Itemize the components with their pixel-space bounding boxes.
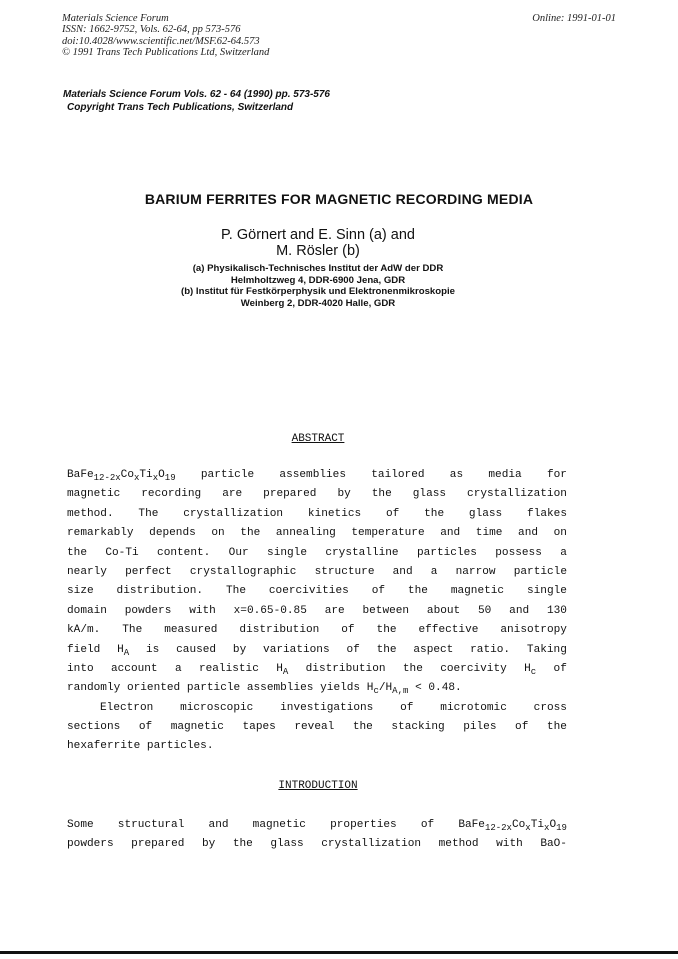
text-word: is [146, 643, 160, 656]
text-word: kA/m. [67, 624, 101, 637]
text-word: of [515, 721, 529, 734]
page-bottom-rule [0, 951, 678, 954]
text-word: are [324, 604, 345, 617]
text-word: Our [228, 546, 249, 559]
text-line [67, 660, 567, 679]
journal-name: Materials Science Forum [62, 13, 169, 24]
introduction-text [67, 816, 567, 855]
authors [0, 227, 636, 259]
text-word: Co-Ti [105, 546, 139, 559]
text-word: between [362, 604, 410, 617]
text-word: the [407, 585, 428, 598]
paper-title: BARIUM FERRITES FOR MAGNETIC RECORDING MEDIA [144, 191, 534, 207]
text-word: oriented [126, 682, 181, 695]
text-word: structure [314, 565, 375, 578]
text-word: of [346, 643, 360, 656]
text-word: coercivities [268, 585, 349, 598]
text-word: method. [67, 507, 114, 520]
text-word: assemblies [279, 469, 346, 481]
text-word: The [226, 585, 246, 598]
text-word: the [402, 662, 423, 675]
text-line [67, 563, 567, 582]
text-word: x=0.65-0.85 [233, 604, 307, 617]
abstract-heading: ABSTRACT [291, 433, 345, 445]
text-word: of [553, 662, 567, 675]
text-word: 50 [478, 604, 492, 617]
text-word: Taking [526, 643, 567, 656]
text-word: as [449, 469, 464, 481]
text-word: cross [533, 701, 567, 714]
citation-line: Materials Science Forum Vols. 62 - 64 (1990) pp. 573-576 [63, 89, 330, 100]
text-word: microscopic [180, 701, 254, 714]
text-word: kinetics [307, 507, 362, 520]
journal-header [62, 13, 382, 59]
text-word: crystallization [467, 488, 567, 501]
authors-line: P. Görnert and E. Sinn (a) and [221, 227, 415, 243]
text-word: distribution [239, 624, 320, 637]
text-word: magnetic [170, 721, 224, 734]
text-word: crystallization [183, 507, 284, 520]
text-word: depends [149, 527, 196, 540]
text-word: content. [157, 546, 211, 559]
text-line [67, 699, 567, 718]
text-word: time [475, 527, 503, 540]
text-word: distribution. [116, 585, 204, 598]
text-word: measured [164, 624, 218, 637]
text-word: on [211, 527, 225, 540]
text-word: of [371, 585, 386, 598]
text-line [67, 524, 567, 543]
text-word: < 0.48. [415, 682, 462, 695]
text-word: Electron [100, 701, 154, 714]
text-word: the [352, 721, 373, 734]
text-word: of [420, 819, 435, 831]
text-word: structural [117, 819, 185, 831]
text-word: particle [186, 682, 241, 695]
text-word: $H_c$ [524, 662, 537, 677]
text-word: prepared [131, 838, 185, 851]
text-line [67, 641, 567, 660]
text-word: assemblies [246, 682, 314, 695]
text-word: the [232, 838, 253, 851]
text-word: anisotropy [500, 624, 567, 637]
text-word: glass [412, 488, 447, 501]
text-word: realistic [198, 662, 259, 675]
text-word: crystalline [325, 546, 399, 559]
text-word: ratio. [470, 643, 511, 656]
copyright-line: © 1991 Trans Tech Publications Ltd, Switzerland [62, 47, 270, 59]
text-word: piles [463, 721, 497, 734]
text-word: on [553, 527, 567, 540]
text-word: of [138, 721, 153, 734]
text-word: with [189, 604, 216, 617]
text-line [67, 835, 567, 854]
text-word: stacking [391, 721, 445, 734]
text-word: a [430, 565, 438, 578]
affiliation-line: Helmholtzweg 4, DDR-6900 Jena, GDR [230, 274, 406, 286]
text-word: and [208, 819, 229, 831]
text-word: with [496, 838, 523, 851]
text-word: of [385, 507, 400, 520]
authors-line: M. Rösler (b) [276, 243, 360, 259]
text-word: variations [263, 643, 330, 656]
text-word: a [560, 546, 567, 559]
text-word: annealing [275, 527, 336, 540]
text-word: perfect [125, 565, 172, 578]
text-word: investigations [280, 701, 374, 714]
text-word: powders [124, 604, 172, 617]
text-word: 130 [546, 604, 567, 617]
text-word: remarkably [67, 527, 134, 540]
text-word: microtomic [440, 701, 507, 714]
text-word: tailored [371, 469, 425, 481]
text-word: BaO- [540, 838, 567, 851]
text-line [67, 582, 567, 601]
text-word: recording [141, 488, 202, 501]
text-word: the [240, 527, 261, 540]
text-line [67, 816, 567, 835]
text-line [67, 679, 567, 698]
text-word: single [526, 585, 567, 598]
affiliation-line: (b) Institut für Festkörperphysik und Elektronenmikroskopie [181, 286, 455, 298]
text-line [67, 466, 567, 485]
text-word: $H_c/H_{A,m}$ [366, 682, 409, 697]
text-word: Some [67, 819, 94, 831]
text-word: by [232, 643, 247, 656]
text-word: aspect [413, 643, 454, 656]
text-word: tapes [242, 721, 276, 734]
text-word: magnetic [67, 488, 121, 501]
text-word: $BaFe_{12-2x}Co_xTi_xO_{19}$ [458, 819, 567, 833]
text-word: field [67, 643, 101, 656]
text-word: magnetic [450, 585, 505, 598]
text-word: The [122, 624, 143, 637]
text-word: sections [67, 721, 121, 734]
text-word: properties [330, 819, 397, 831]
text-word: and [392, 565, 413, 578]
text-word: The [138, 507, 159, 520]
text-word: crystallographic [189, 565, 297, 578]
text-word: single [267, 546, 307, 559]
citation-copyright: Copyright Trans Tech Publications, Switzerland [67, 102, 294, 113]
text-word: the [67, 546, 87, 559]
text-word: the [376, 624, 397, 637]
text-word: into [67, 662, 94, 675]
text-word: particle [200, 469, 255, 481]
text-word: crystallization [321, 838, 422, 851]
introduction-heading: INTRODUCTION [278, 780, 358, 792]
text-word: size [67, 585, 94, 598]
text-word: a [174, 662, 182, 675]
affiliations [0, 263, 636, 309]
text-word: glass [468, 507, 503, 520]
text-line [67, 621, 567, 640]
text-line [67, 485, 567, 504]
text-word: possess [495, 546, 542, 559]
text-line [67, 718, 567, 737]
text-word: glass [270, 838, 304, 851]
text-word: hexaferrite [67, 740, 141, 753]
affiliation-line: (a) Physikalisch-Technisches Institut der AdW der DDR [192, 263, 444, 274]
text-word: by [337, 488, 351, 501]
text-word: prepared [263, 488, 317, 501]
text-word: narrow [455, 565, 496, 578]
text-line [67, 505, 567, 524]
text-word: account [110, 662, 158, 675]
text-line [67, 737, 567, 756]
doi-line: doi:10.4028/www.scientific.net/MSF.62-64.573 [62, 35, 260, 47]
text-word: effective [418, 624, 479, 637]
abstract-text [67, 466, 567, 757]
text-word: powders [67, 838, 114, 851]
text-word: magnetic [252, 819, 306, 831]
text-word: particles. [146, 740, 214, 753]
text-word: particle [513, 565, 567, 578]
text-word: the [371, 488, 392, 501]
text-word: about [426, 604, 461, 617]
text-word: reveal [294, 721, 335, 734]
text-word: flakes [527, 507, 567, 520]
text-word: $H_A$ [276, 662, 289, 677]
text-word: the [546, 721, 567, 734]
text-word: media [488, 469, 522, 481]
text-word: and [518, 527, 539, 540]
text-word: the [376, 643, 397, 656]
text-word: yields [320, 682, 361, 695]
citation-block [63, 88, 330, 114]
text-word: particles [416, 546, 477, 559]
text-word: temperature [351, 527, 425, 540]
text-word: method [438, 838, 479, 851]
text-word: for [546, 469, 567, 481]
text-line [67, 602, 567, 621]
text-line [67, 544, 567, 563]
text-word: are [222, 488, 243, 501]
online-date: Online: 1991-01-01 [532, 13, 616, 24]
text-word: randomly [67, 682, 121, 695]
text-word: of [400, 701, 414, 714]
text-word: by [201, 838, 216, 851]
text-word: $H_A$ [117, 643, 130, 658]
text-word: of [341, 624, 355, 637]
text-word: and [509, 604, 530, 617]
text-word: coercivity [440, 662, 507, 675]
text-word: the [424, 507, 445, 520]
text-word: domain [67, 604, 107, 617]
text-word: nearly [67, 565, 107, 578]
text-word: caused [176, 643, 217, 656]
text-word: and [440, 527, 461, 540]
text-word: $BaFe_{12-2x}Co_xTi_xO_{19}$ [67, 469, 176, 483]
text-word: distribution [305, 662, 386, 675]
affiliation-line: Weinberg 2, DDR-4020 Halle, GDR [240, 297, 396, 309]
issn-line: ISSN: 1662-9752, Vols. 62-64, pp 573-576 [62, 24, 241, 36]
